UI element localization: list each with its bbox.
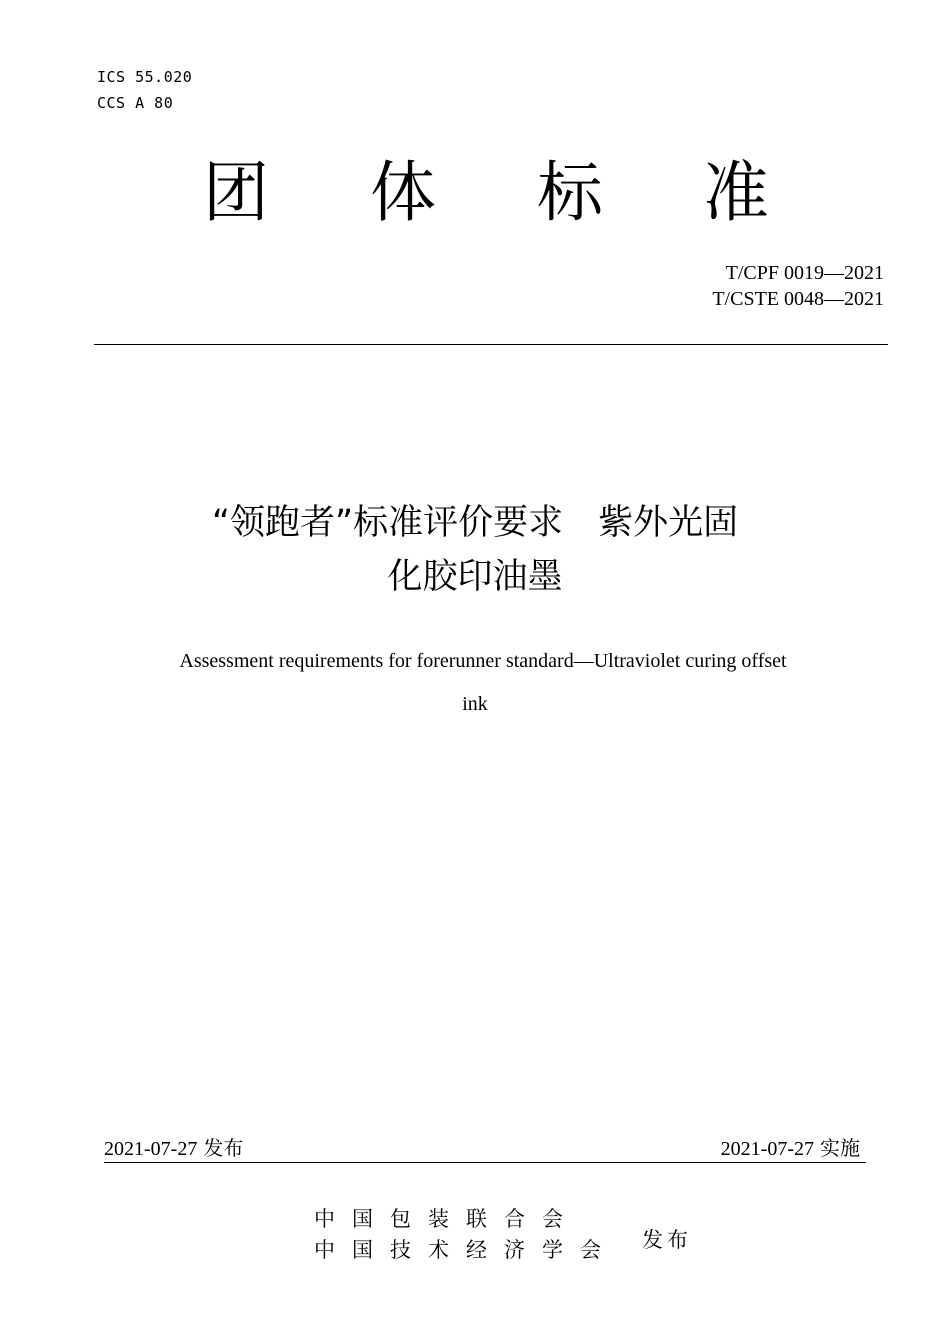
doc-type-char-4: 准 (703, 154, 769, 231)
ics-code: ICS 55.020 (97, 68, 193, 86)
header-divider (94, 344, 888, 345)
doc-type-char-2: 体 (370, 154, 436, 231)
doc-type-char-1: 团 (203, 154, 269, 231)
publish-date: 2021-07-27 (104, 1138, 198, 1160)
document-type-heading (0, 148, 950, 238)
footer-divider (104, 1162, 866, 1163)
issued-label: 发布 (642, 1228, 692, 1252)
standard-code-1: T/CPF 0019—2021 (725, 262, 884, 284)
implement-date-block (721, 1132, 860, 1161)
publish-label: 发布 (203, 1136, 244, 1160)
issuer-org-1: 中国包装联合会 (314, 1207, 580, 1231)
ccs-code: CCS A 80 (97, 94, 174, 112)
doc-type-char-3: 标 (537, 154, 603, 231)
chinese-title-line-2: 化胶印油墨 (387, 557, 563, 597)
implement-label: 实施 (820, 1136, 860, 1160)
standard-code-2: T/CSTE 0048—2021 (712, 288, 884, 310)
english-title-line-2: ink (462, 693, 488, 715)
publish-date-block (104, 1132, 243, 1161)
issuer-org-2: 中国技术经济学会 (314, 1238, 618, 1262)
english-title-line-1: Assessment requirements for forerunner standard—Ultraviolet curing offset (179, 650, 787, 672)
implement-date: 2021-07-27 (720, 1138, 814, 1160)
chinese-title-line-1: “领跑者”标准评价要求 紫外光固 (211, 503, 739, 543)
